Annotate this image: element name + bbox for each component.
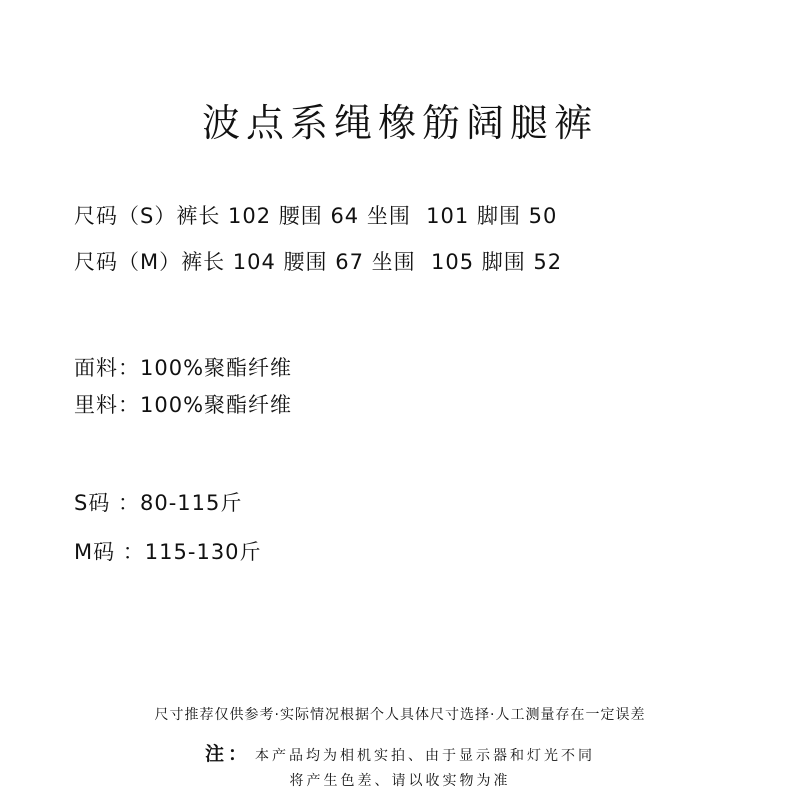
size-s-measurements: 尺码（S）裤长 102 腰围 64 坐围 101 脚围 50 — [74, 204, 558, 228]
fabric-material: 面料：100%聚酯纤维 — [74, 356, 293, 380]
note-label: 注： — [204, 743, 251, 765]
color-note-text: 本产品均为相机实拍、由于显示器和灯光不同 — [255, 748, 595, 764]
measurement-disclaimer: 尺寸推荐仅供参考·实际情况根据个人具体尺寸选择·人工测量存在一定误差 — [154, 707, 646, 723]
size-s-weight-range: S码 ：80-115斤 — [74, 491, 243, 515]
product-title: 波点系绳橡筋阔腿裤 — [201, 101, 598, 145]
color-note-continued: 将产生色差、请以收实物为准 — [289, 773, 511, 789]
color-note — [0, 739, 800, 766]
size-m-measurements: 尺码（M）裤长 104 腰围 67 坐围 105 脚围 52 — [74, 250, 563, 274]
lining-material: 里料：100%聚酯纤维 — [74, 393, 293, 417]
size-m-weight-range: M码 ：115-130斤 — [74, 540, 262, 564]
